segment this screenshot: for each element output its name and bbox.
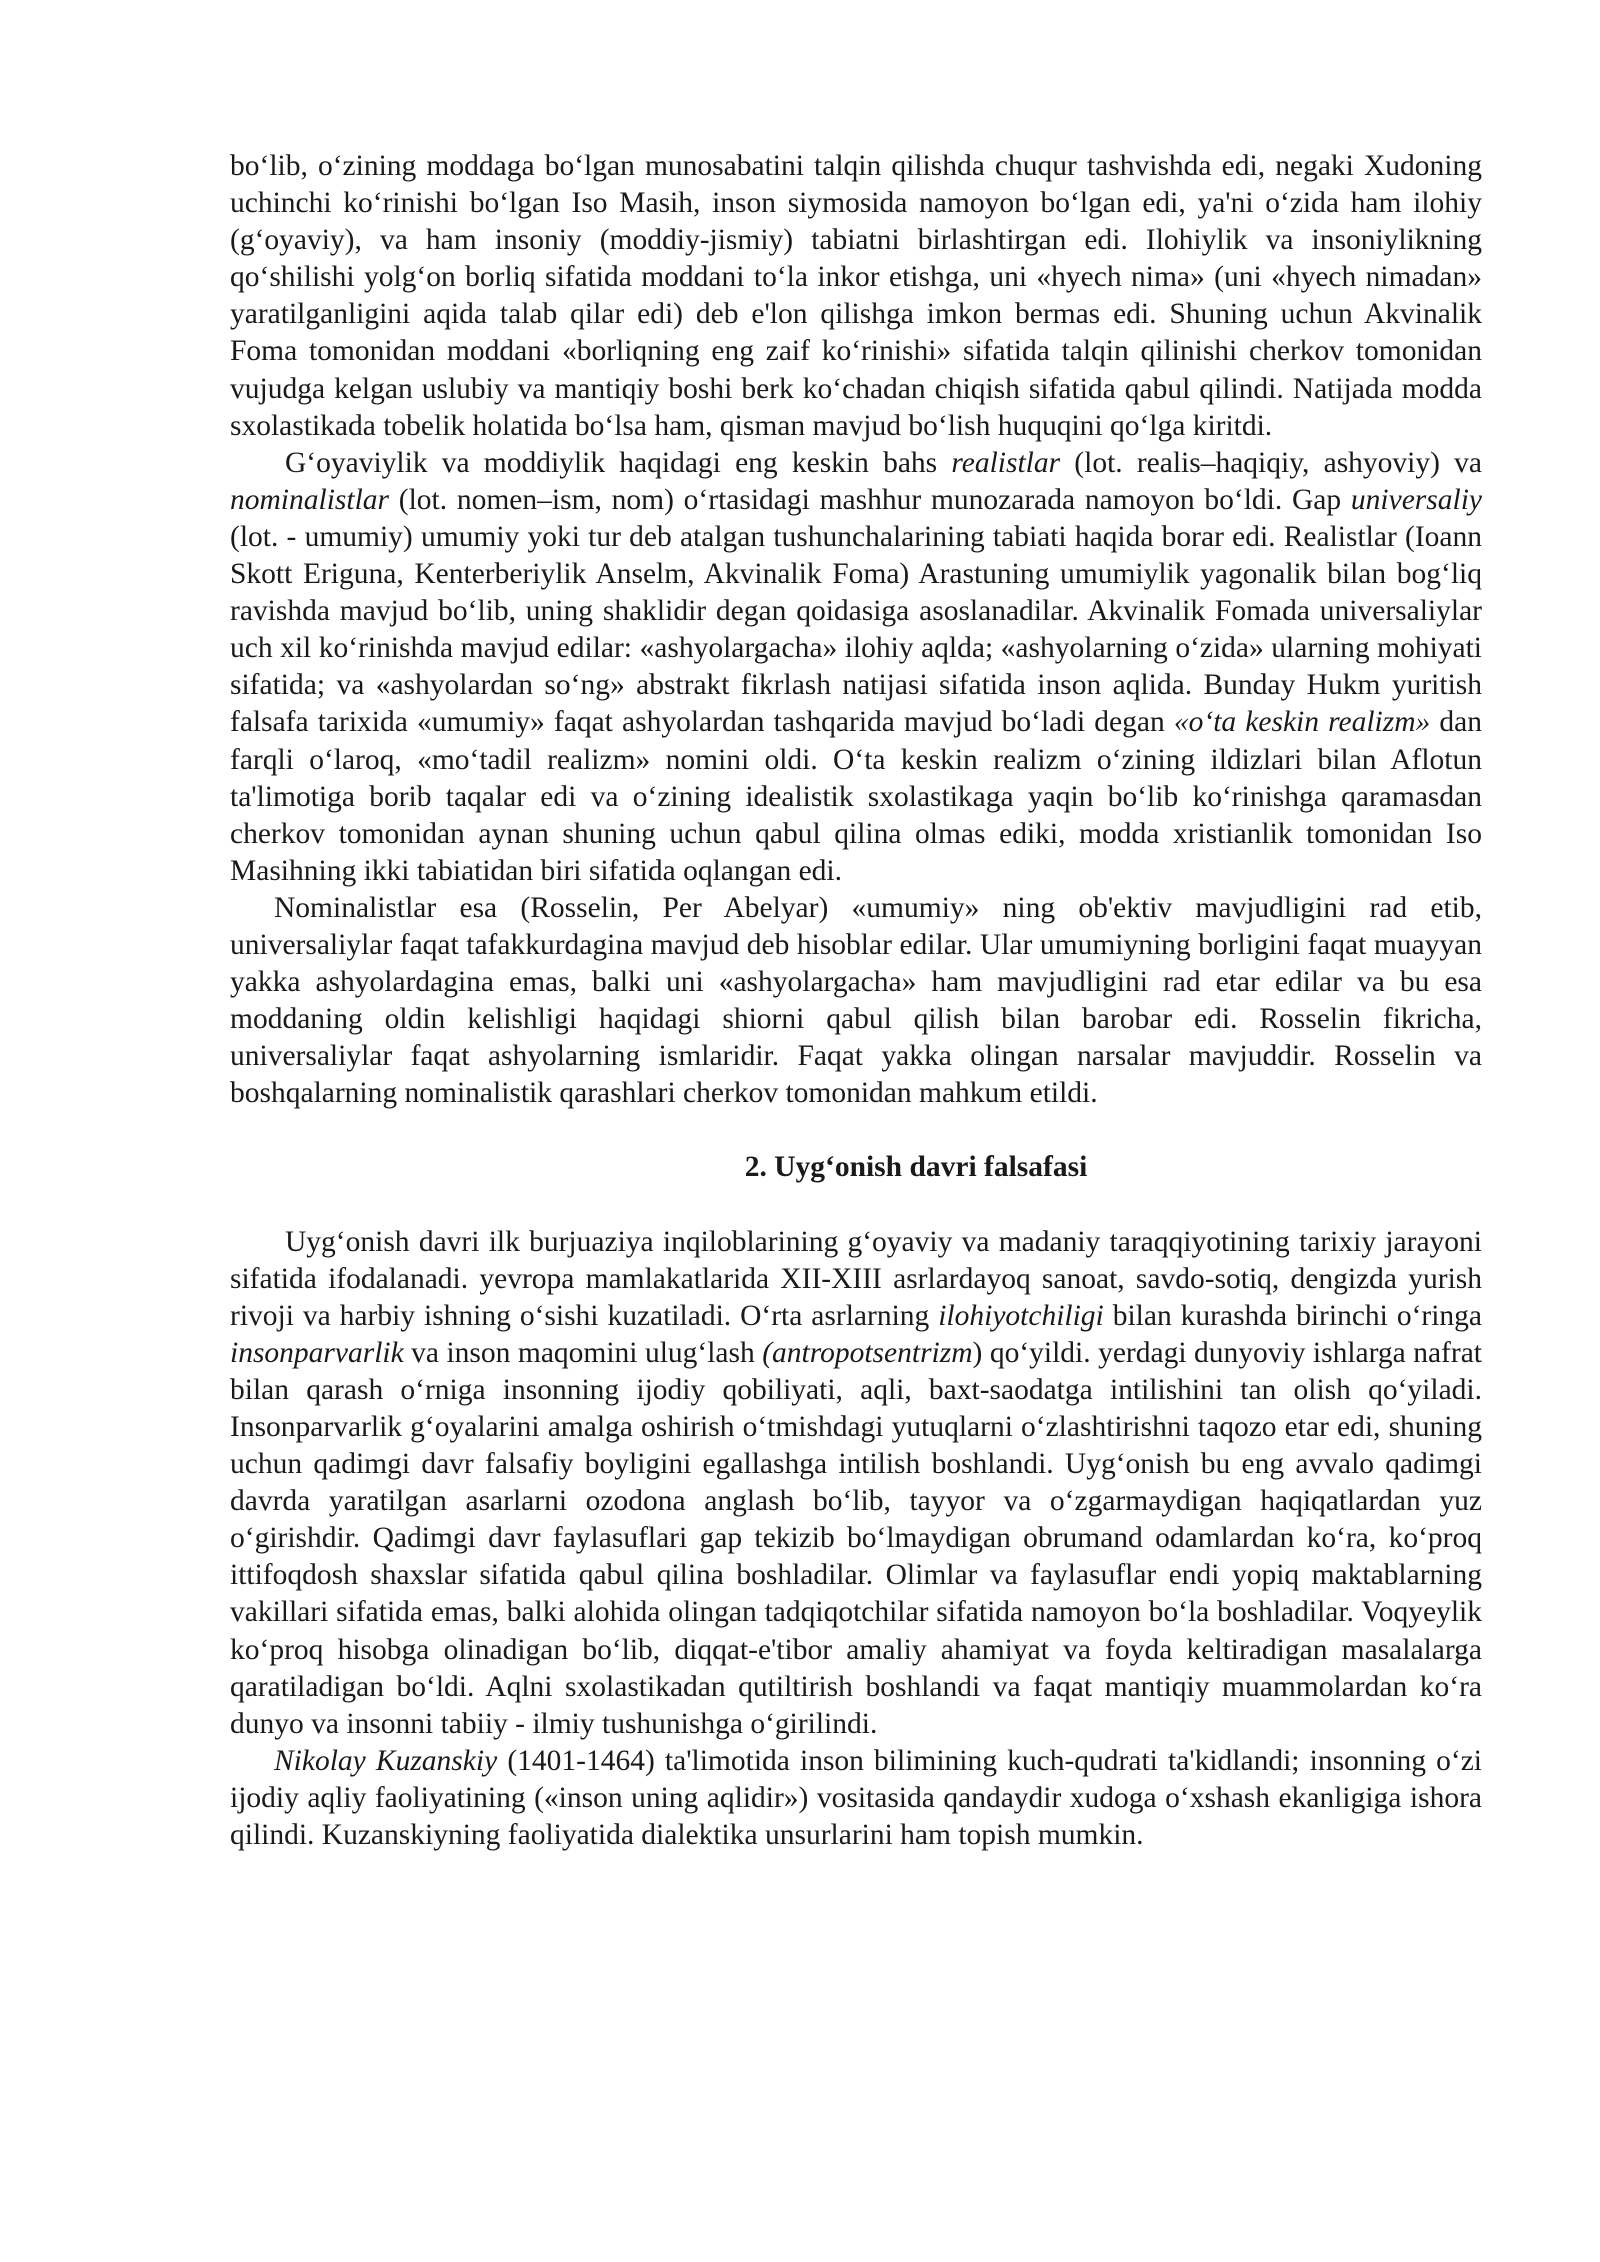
- italic-term: nominalistlar: [230, 483, 389, 516]
- italic-term: «o‘ta keskin realizm»: [1173, 706, 1431, 739]
- text-run: ) qo‘yildi. yerdagi dunyoviy ishlarga nafrat bilan qarash o‘rniga insonning ijodiy qobiliyati, aqli, baxt-saodatga intilishini tan olish qo‘yiladi. Insonparvarlik g‘oyalarini amalga oshirish o‘tmishdagi yutuqlarni o‘zlashtirishni taqozo etar edi, shuning uchun qadimgi davr falsafiy boyligini egallashga intilish boshlandi. Uyg‘onish bu eng avvalo qadimgi davrda yaratilgan asarlarni ozodona anglash bo‘lib, tayyor va o‘zgarmaydigan haqiqatlardan yuz o‘girishdir. Qadimgi davr faylasuflari gap tekizib bo‘lmaydigan obrumand odamlardan ko‘ra, ko‘proq ittifoqdosh shaxslar sifatida qabul qilina boshladilar. Olimlar va faylasuflar endi yopiq maktablarning vakillari sifatida emas, balki alohida olingan tadqiqotchilar sifatida namoyon bo‘la boshladilar. Voqyeylik ko‘proq hisobga olinadigan bo‘lib, diqqat-e'tibor amaliy ahamiyat va foyda keltiradigan masalalarga qaratiladigan bo‘ldi. Aqlni sxolastikadan qutiltirish boshlandi va faqat mantiqiy muammolardan ko‘ra dunyo va insonni tabiiy - ilmiy tushunishga o‘girilindi.: [230, 1336, 1482, 1740]
- italic-term: Nikolay Kuzanskiy: [274, 1744, 498, 1777]
- document-page: [230, 148, 1482, 1854]
- italic-term: ilohiyotchiligi: [938, 1299, 1104, 1332]
- paragraph-2: [230, 445, 1482, 890]
- paragraph-5: [230, 1743, 1482, 1854]
- text-run: (1401-1464) ta'limotida inson bilimining kuch-qudrati ta'kidlandi; insonning o‘zi ijodiy aqliy faoliyatining («inson uning aqlidir») vositasida qandaydir xudoga o‘xshash ekanligiga ishora qilindi. Kuzanskiyning faoliyatida dialektika unsurlarini ham topish mumkin.: [230, 1744, 1482, 1852]
- italic-term: insonparvarlik: [230, 1336, 404, 1369]
- text-run: (lot. nomen–ism, nom) o‘rtasidagi mashhur munozarada namoyon bo‘ldi. Gap: [389, 483, 1351, 516]
- text-run: bo‘lib, o‘zining moddaga bo‘lgan munosabatini talqin qilishda chuqur tashvishda edi, negaki Xudoning uchinchi ko‘rinishi bo‘lgan Iso Masih, inson siymosida namoyon bo‘lgan edi, ya'ni o‘zida ham ilohiy (g‘oyaviy), va ham insoniy (moddiy-jismiy) tabiatni birlashtirgan edi. Ilohiylik va insoniylikning qo‘shilishi yolg‘on borliq sifatida moddani to‘la inkor etishga, uni «hyech nima» (uni «hyech nimadan» yaratilganligini aqida talab qilar edi) deb e'lon qilishga imkon bermas edi. Shuning uchun Akvinalik Foma tomonidan moddani «borliqning eng zaif ko‘rinishi» sifatida talqin qilinishi cherkov tomonidan vujudga kelgan uslubiy va mantiqiy boshi berk ko‘chadan chiqish sifatida qabul qilindi. Natijada modda sxolastikada tobelik holatida bo‘lsa ham, qisman mavjud bo‘lish huquqini qo‘lga kiritdi.: [230, 150, 1482, 442]
- text-run: (lot. - umumiy) umumiy yoki tur deb atalgan tushunchalarining tabiati haqida borar edi. Realistlar (Ioann Skott Eriguna, Kenterberiylik Anselm, Akvinalik Foma) Arastuning umumiylik yagonalik bilan bog‘liq ravishda mavjud bo‘lib, uning shaklidir degan qoidasiga asoslanadilar. Akvinalik Fomada universaliylar uch xil ko‘rinishda mavjud edilar: «ashyolargacha» ilohiy aqlda; «ashyolarning o‘zida» ularning mohiyati sifatida; va «ashyolardan so‘ng» abstrakt fikrlash natijasi sifatida inson aqlida. Bunday Hukm yuritish falsafa tarixida «umumiy» faqat ashyolardan tashqarida mavjud bo‘ladi degan: [230, 520, 1482, 739]
- italic-term: (antropotsentrizm: [762, 1336, 973, 1369]
- paragraph-3: [230, 890, 1482, 1113]
- text-run: (lot. realis–haqiqiy, ashyoviy) va: [1060, 446, 1483, 479]
- text-run: Uyg‘onish davri ilk burjuaziya inqiloblarining g‘oyaviy va madaniy taraqqiyotining tarixiy jarayoni sifatida ifodalanadi. yevropa mamlakatlarida XII-XIII asrlardayoq sanoat, savdo-sotiq, dengizda yurish rivoji va harbiy ishning o‘sishi kuzatiladi. O‘rta asrlarning: [230, 1225, 1482, 1332]
- text-run: bilan kurashda birinchi o‘ringa: [1103, 1299, 1483, 1332]
- section-heading: 2. Uyg‘onish davri falsafasi: [744, 1151, 1088, 1184]
- text-run: Nominalistlar esa (Rosselin, Per Abelyar) «umumiy» ning ob'ektiv mavjudligini rad etib, universaliylar faqat tafakkurdagina mavjud deb hisoblar edilar. Ular umumiyning borligini faqat muayyan yakka ashyolardagina emas, balki uni «ashyolargacha» ham mavjudligini rad etar edilar va bu esa moddaning oldin kelishligi haqidagi shiorni qabul qilish bilan barobar edi. Rosselin fikricha, universaliylar faqat ashyolarning ismlaridir. Faqat yakka olingan narsalar mavjuddir. Rosselin va boshqalarning nominalistik qarashlari cherkov tomonidan mahkum etildi.: [230, 891, 1482, 1110]
- text-run: va inson maqomini ulug‘lash: [403, 1336, 763, 1369]
- paragraph-4: [230, 1224, 1482, 1743]
- italic-term: universaliy: [1350, 483, 1482, 516]
- italic-term: realistlar: [951, 446, 1061, 479]
- paragraph-1: [230, 148, 1482, 445]
- text-run: dan farqli o‘laroq, «mo‘tadil realizm» nomini oldi. O‘ta keskin realizm o‘zining ildizlari bilan Aflotun ta'limotiga borib taqalar edi va o‘zining idealistik sxolastikaga yaqin bo‘lib ko‘rinishga qaramasdan cherkov tomonidan aynan shuning uchun qabul qilina olmas ediki, modda xristianlik tomonidan Iso Masihning ikki tabiatidan biri sifatida oqlangan edi.: [230, 706, 1482, 887]
- text-run: G‘oyaviylik va moddiylik haqidagi eng keskin bahs: [285, 446, 952, 479]
